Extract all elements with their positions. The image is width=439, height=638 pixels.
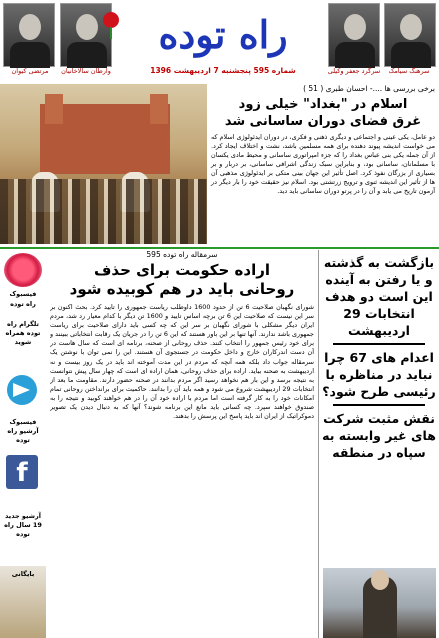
issue-line: شماره 595 پنجشنبه 7 اردیبهشت 1396 <box>150 66 296 75</box>
photo-head <box>371 570 389 590</box>
header <box>0 0 439 84</box>
rose-icon <box>103 12 119 28</box>
editorial <box>50 250 314 638</box>
right-column-photo[interactable] <box>323 568 436 638</box>
portrait-caption: سرهنگ سیامک <box>388 67 430 75</box>
editorial-title-line[interactable]: روحانی باید در هم کوبیده شود <box>69 280 295 298</box>
masthead[interactable] <box>118 10 328 60</box>
editorial-title-line[interactable]: اراده حکومت برای حذف <box>94 261 270 279</box>
right-column <box>318 250 439 638</box>
facebook-archive-label[interactable]: فیسبوک آرشیو راه توده <box>7 418 39 444</box>
editorial-title[interactable] <box>50 261 314 299</box>
bottom-note: بایگانی <box>11 570 35 578</box>
left-sidebar <box>0 250 46 638</box>
top-title-line[interactable]: غرق فضای دوران ساسانی شد <box>224 114 422 129</box>
telegram-label[interactable]: تلگرام راه توده همراه شوید <box>5 320 41 346</box>
series-label: برخی بررسی ها ....- احسان طبری ( 51 ) <box>303 84 435 93</box>
headline-rule <box>333 343 425 345</box>
top-title-line[interactable]: اسلام در "بغداد" خیلی زود <box>238 97 408 112</box>
painting-tower <box>45 94 63 124</box>
facebook-icon[interactable]: f <box>6 455 38 489</box>
headline-link[interactable]: اعدام های 67 چرا نباید در مناظره با رئیسی طرح شود؟ <box>322 350 436 399</box>
top-article <box>0 84 439 246</box>
facebook-label[interactable]: فیسبوک <box>9 290 37 298</box>
sidebar-bottom-image <box>0 566 46 638</box>
headline-link[interactable]: بازگشت به گذشته و یا رفتن به آینده این است دو هدف انتخابات 29 اردیبهشت <box>323 255 435 338</box>
portrait-photo <box>3 3 55 67</box>
portrait-caption: وارطان سالاخانیان <box>61 67 111 75</box>
facebook-label[interactable]: راه توده <box>10 300 36 308</box>
headline-rule <box>333 404 425 406</box>
flower-image <box>4 253 42 287</box>
headline-link[interactable]: نقش مثبت شرکت های غیر وابسته به سپاه در منطقه <box>322 411 436 460</box>
telegram-icon[interactable] <box>7 375 37 405</box>
top-article-body: دو عامل، یکی عینی و اجتماعی و دیگری ذهنی و فکری، در دوران ایدئولوژی اسلام که می خواست اندیشه پیوند دهنده برای همه مسلمین باشد، نشت و اختلاف ایجاد کرد. از آن جمله یکی بنی عباس بغداد را که جزء امپراتوری ساسانی و محیط مادی یکسان با مسلمانان، ساسانی بود، و بنابراین سبک زندگی اشرافی ساسانی، بر دربار و بر بسیاری از بزرگان نفوذ کرد. اصل تأثیر این جهان بینی متکی بر ایدئولوژی مذهبی آن ها از تأثیر این اندیشه ثنوی و ترویج زرتشتی بود. اسلام نیز حقیقت خود را بار دیگر در آزمون تاریخ می یابد و آن را در پرتو دوران ساسانی باید دید. <box>211 133 435 195</box>
top-article-title[interactable] <box>211 96 435 130</box>
masthead-title[interactable]: راه توده <box>158 12 288 57</box>
archive-note[interactable]: آرشیو جدید 19 سال راه توده <box>4 512 42 538</box>
rose-stem <box>110 27 112 39</box>
painting-crowd <box>0 179 207 244</box>
section-divider <box>0 247 439 249</box>
editorial-body: شورای نگهبان صلاحیت 6 تن از حدود 1600 داوطلب ریاست جمهوری را تایید کرد. بحث اکنون بر سر این نیست که صلاحیت این 6 تن برچه اساس تایید و 1600 تن دیگر با کدام معیار رد شد، مردم ایران دیگر مشکلی با شورای نگهبان بر سر این که چه کسی باید دارای صلاحیت برای ریاست جمهوری باشد ندارند. آنها تنها بر این باور هستند که این 6 تن را در جریان یک رقابت انتخاباتی ببینند و برای خود رئیس جمهور را انتخاب کنند. حذف روحانی از صحنه، برنامه ای است که سال هاست در آن دست اندرکاران خارج و داخل حکومت در جستجوی آن هستند. این را نمی توان با نوشتن یک سرمقاله جواب داد بلکه همه آنچه که مردم در این مدت آموخته اند باید در یک روز بیست و نه اردیبهشت به صحنه بیاید. اراده برای حذف روحانی، همان اراده ای است که چهار سال پیش نتوانست به نتیجه برسد و این بار هم نخواهد رسید اگر مردم بدانند در صحنه حضور دارند. مقاومت ما بعد از انتخابات 29 اردیبهشت شروع می شود و همه باید آن را بدانند. حاکمیت برای برانداختن روحانی تمام امکانات خود را به کار گرفته است اما مردم با اراده خود آن را در هم خواهند کوبید و نتیجه را به صندوق خواهند سپرد. چه کسانی باید مانع این برنامه شوند؟ آنها که به دنبال دیدن یک تصویر دموکراتیک از ایران اند باید پاسخ این پرسش را بدهند. <box>50 303 314 421</box>
portrait-photo <box>384 3 436 67</box>
portrait-caption: مرتضی کیوان <box>11 67 49 75</box>
portrait-photo <box>60 3 112 67</box>
editorial-label: سرمقاله راه توده 595 <box>146 250 218 259</box>
painting-tower <box>150 94 168 124</box>
portrait-caption: سرگرد جعفر وکیلی <box>327 67 381 75</box>
top-article-text <box>211 84 435 196</box>
portrait-photo <box>328 3 380 67</box>
article-painting[interactable] <box>0 84 207 244</box>
